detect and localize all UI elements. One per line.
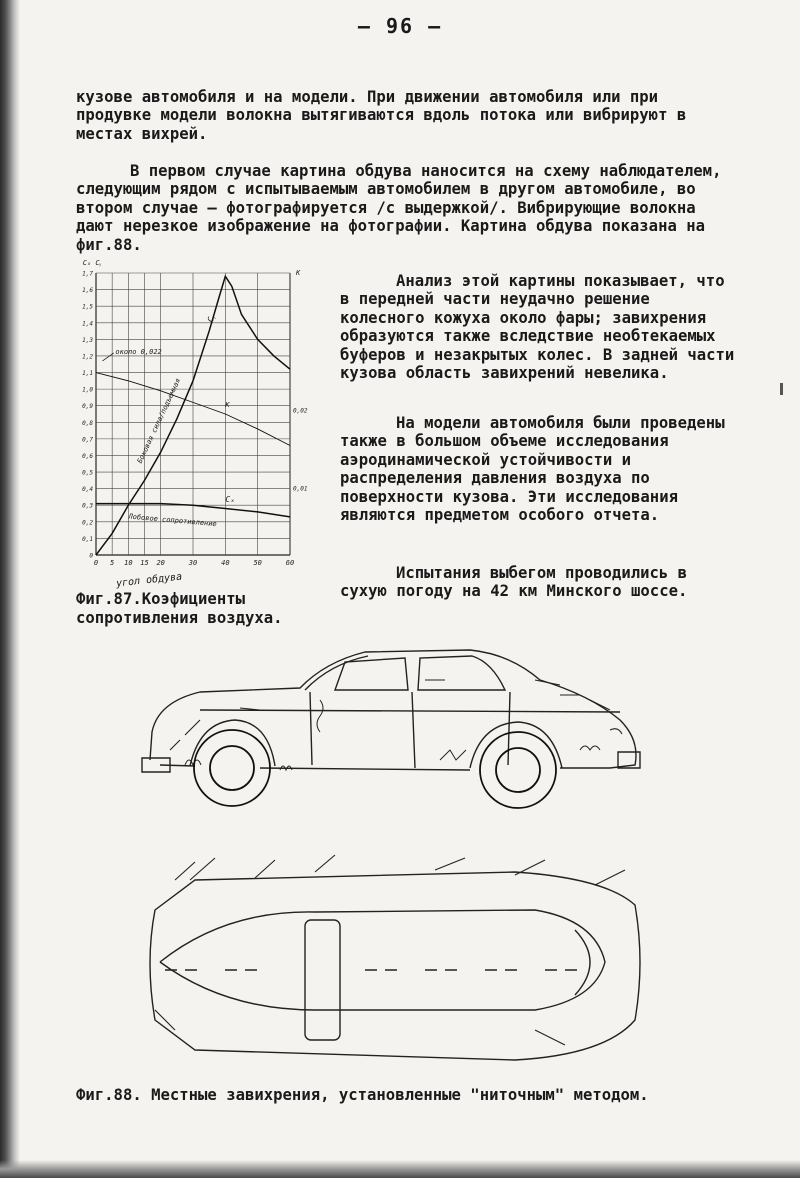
lower-tufts [155, 1010, 565, 1045]
scan-mark [780, 383, 783, 395]
figure-88-side-view [140, 640, 670, 815]
right-tick-label: 0,02 [293, 407, 308, 415]
rear-wheel-arch [470, 722, 562, 768]
car-body-outline [150, 650, 636, 768]
y-tick-label: 1,0 [82, 386, 93, 394]
y-tick-label: 1,5 [82, 303, 93, 311]
y-tick-label: 0,2 [82, 519, 93, 527]
page-number: – 96 – [357, 14, 443, 38]
right-tick-label: 0,01 [293, 485, 308, 493]
figure-88-top-view [135, 850, 655, 1075]
binding-shadow [0, 0, 20, 1178]
paragraph-analysis: Анализ этой картины показывает, что в передней части неудачно решение колесного кожуха около фары; завихрения образуются также вследствие необтекаемых буферов и незакрытых колес. В задней части кузова область завихрений невелика. [340, 272, 735, 383]
y-tick-label: 0,4 [82, 486, 93, 494]
corner-axis-label: Cₓ Cᵧ [82, 259, 102, 267]
y-tick-label: 1,4 [82, 320, 93, 328]
door-line [310, 692, 510, 768]
paragraph-2: В первом случае картина обдува наносится на схему наблюдателем, следующим рядом с испытываемым автомобилем в другом автомобиле, во втором случае – фотографируется /с выдержкой/. Вибрирующие волокна дают нерезкое изображение на фотографии. Картина обдува показана на фиг.88. [76, 162, 722, 254]
x-tick-label: 40 [221, 559, 230, 567]
series-label-Cx: Cₓ [225, 495, 235, 505]
paragraph-1: кузове автомобиля и на модели. При движении автомобиля или при продувке модели волокна вытягиваются вдоль потока или вибрируют в местах вихрей. [76, 88, 687, 143]
y-tick-label: 0 [89, 552, 93, 560]
paragraph-model-research: На модели автомобиля были проведены также в большом объеме исследования аэродинамической устойчивости и распределения давления воздуха по поверхности кузова. Эти исследования являются предметом особого отчета. [340, 414, 725, 525]
figure-87-caption: Фиг.87.Коэфициенты сопротивления воздуха. [76, 590, 283, 627]
curve-label-Cx: Лобовое сопротивление [128, 512, 218, 529]
x-tick-label: 5 [110, 559, 115, 567]
x-tick-label: 30 [188, 559, 198, 567]
y-tick-label: 0,8 [82, 419, 93, 427]
figure-87-angle-note: угол обдува [115, 571, 183, 590]
x-tick-label: 0 [93, 559, 99, 567]
car-bottom-line [160, 765, 610, 770]
y-tick-label: 1,6 [82, 287, 93, 295]
belt-line [200, 710, 620, 712]
curve-label-Cy: Боковая сила/подъемная [135, 377, 183, 465]
y-tick-label: 1,3 [82, 336, 93, 344]
y-tick-label: 0,3 [82, 502, 93, 510]
bottom-scan-edge [0, 1160, 800, 1178]
y-tick-label: 0,7 [82, 436, 93, 444]
rear-wheel [480, 732, 556, 808]
chart-annotation: около 0,022 [115, 347, 162, 356]
roof-outline [315, 910, 605, 1010]
rear-window-top [575, 930, 590, 995]
y-tick-label: 1,7 [82, 270, 93, 278]
upper-tufts [175, 855, 625, 885]
x-tick-label: 60 [285, 559, 295, 567]
windshield-top [305, 920, 340, 1040]
y-tick-label: 0,9 [82, 403, 93, 411]
x-tick-label: 20 [156, 559, 165, 567]
series-label-K: K [225, 401, 230, 410]
y-tick-label: 1,1 [82, 370, 93, 378]
y-tick-label: 0,5 [82, 469, 93, 477]
rear-window [418, 656, 505, 690]
y-tick-label: 1,2 [82, 353, 93, 361]
x-tick-label: 15 [140, 559, 149, 567]
figure-88-caption: Фиг.88. Местные завихрения, установленные "ниточным" методом. [76, 1086, 649, 1104]
front-wheel [194, 730, 270, 806]
hood-contour [160, 912, 315, 1010]
car-top-outline [150, 872, 640, 1060]
y-tick-label: 0,6 [82, 452, 93, 460]
y-tick-label: 0,1 [82, 535, 93, 543]
figure-87-chart [78, 255, 318, 575]
x-tick-label: 50 [253, 559, 262, 567]
x-tick-label: 10 [124, 559, 133, 567]
paragraph-coastdown: Испытания выбегом проводились в сухую погоду на 42 км Минского шоссе. [340, 564, 688, 601]
series-label-Cy: Cᵧ [205, 314, 217, 324]
right-axis-label: K [296, 269, 301, 277]
